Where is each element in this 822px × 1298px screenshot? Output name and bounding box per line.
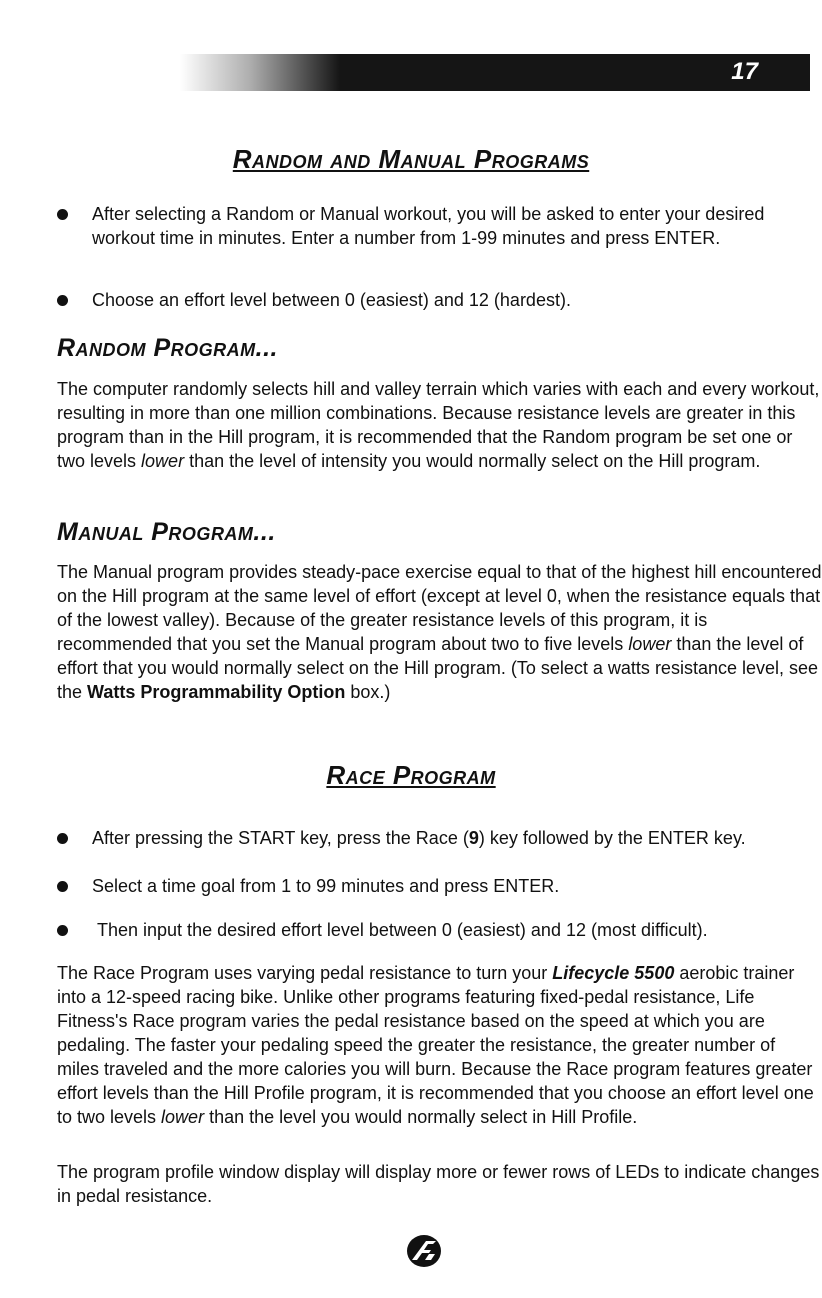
text-run: ) key followed by the ENTER key. bbox=[478, 828, 746, 848]
list-item-text: Then input the desired effort level between 0 (easiest) and 12 (most difficult). bbox=[97, 920, 708, 940]
text-run: box.) bbox=[345, 682, 391, 702]
list-item bbox=[57, 202, 817, 250]
race-display-paragraph: The program profile window display will display more or fewer rows of LEDs to indicate changes in pedal resistance. bbox=[57, 1162, 820, 1206]
manual-paragraph bbox=[57, 560, 822, 704]
text-run: The Race Program uses varying pedal resistance to turn your bbox=[57, 963, 553, 983]
section-title-race-program: Race Program bbox=[326, 760, 496, 790]
emphasis: lower bbox=[141, 451, 185, 471]
text-run: than the level of effort that you would normally select on the Hill program. (To select a watts resistance level, see the bbox=[57, 634, 819, 702]
list-item bbox=[57, 874, 817, 898]
header-bar bbox=[180, 54, 810, 91]
list-item-text bbox=[92, 826, 817, 850]
text-run: than the level of intensity you would normally select on the Hill program. bbox=[184, 451, 761, 471]
bullet-icon bbox=[57, 833, 68, 844]
list-item bbox=[57, 826, 817, 850]
race-paragraph bbox=[57, 961, 822, 1129]
list-item bbox=[57, 918, 817, 942]
subheading-manual-program: Manual Program... bbox=[57, 518, 276, 546]
bullet-icon bbox=[57, 295, 68, 306]
bullet-icon bbox=[57, 881, 68, 892]
subheading-random-program: Random Program... bbox=[57, 334, 278, 362]
list-item-text: Select a time goal from 1 to 99 minutes and press ENTER. bbox=[92, 876, 560, 896]
random-paragraph bbox=[57, 377, 822, 473]
emphasis: lower bbox=[628, 634, 672, 654]
bullet-icon bbox=[57, 925, 68, 936]
emphasis: lower bbox=[161, 1107, 205, 1127]
key-number: 9 bbox=[468, 828, 479, 848]
list-item-text: After selecting a Random or Manual workout, you will be asked to enter your desired workout time in minutes. Enter a number from 1-99 minutes and press ENTER. bbox=[92, 204, 765, 248]
text-run: The Manual program provides steady-pace exercise equal to that of the highest hill encountered on the Hill program at the same level of effort (except at level 0, when the resistance equals that of the lowest valley). Because of the greater resistance levels of this program, it is recommended that you set the Manual program about two to five levels bbox=[57, 562, 822, 654]
life-fitness-logo-icon bbox=[398, 1230, 450, 1272]
section-title-random-manual: Random and Manual Programs bbox=[232, 144, 590, 174]
brand-name: Lifecycle 5500 bbox=[552, 963, 675, 983]
text-run: aerobic trainer into a 12-speed racing bike. Unlike other programs featuring fixed-pedal resistance, Life Fitness's Race program varies the pedal resistance based on the speed at which you are pedaling. The faster your pedaling speed the greater the resistance, the greater number of miles traveled and the more calories you will burn. Because the Race program features greater effort levels than the Hill Profile program, it is recommended that you choose an effort level one to two levels bbox=[57, 963, 814, 1127]
list-item bbox=[57, 288, 817, 312]
bold-reference: Watts Programmability Option bbox=[87, 682, 346, 702]
bullet-icon bbox=[57, 209, 68, 220]
text-run: than the level you would normally select in Hill Profile. bbox=[204, 1107, 638, 1127]
text-run: After pressing the START key, press the Race ( bbox=[92, 828, 469, 848]
list-item-text: Choose an effort level between 0 (easiest) and 12 (hardest). bbox=[92, 290, 571, 310]
page-number: 17 bbox=[731, 58, 758, 85]
text-run: The computer randomly selects hill and valley terrain which varies with each and every workout, resulting in more than one million combinations. Because resistance levels are greater in this program than in the Hill program, it is recommended that the Random program be set one or two levels bbox=[57, 379, 820, 471]
